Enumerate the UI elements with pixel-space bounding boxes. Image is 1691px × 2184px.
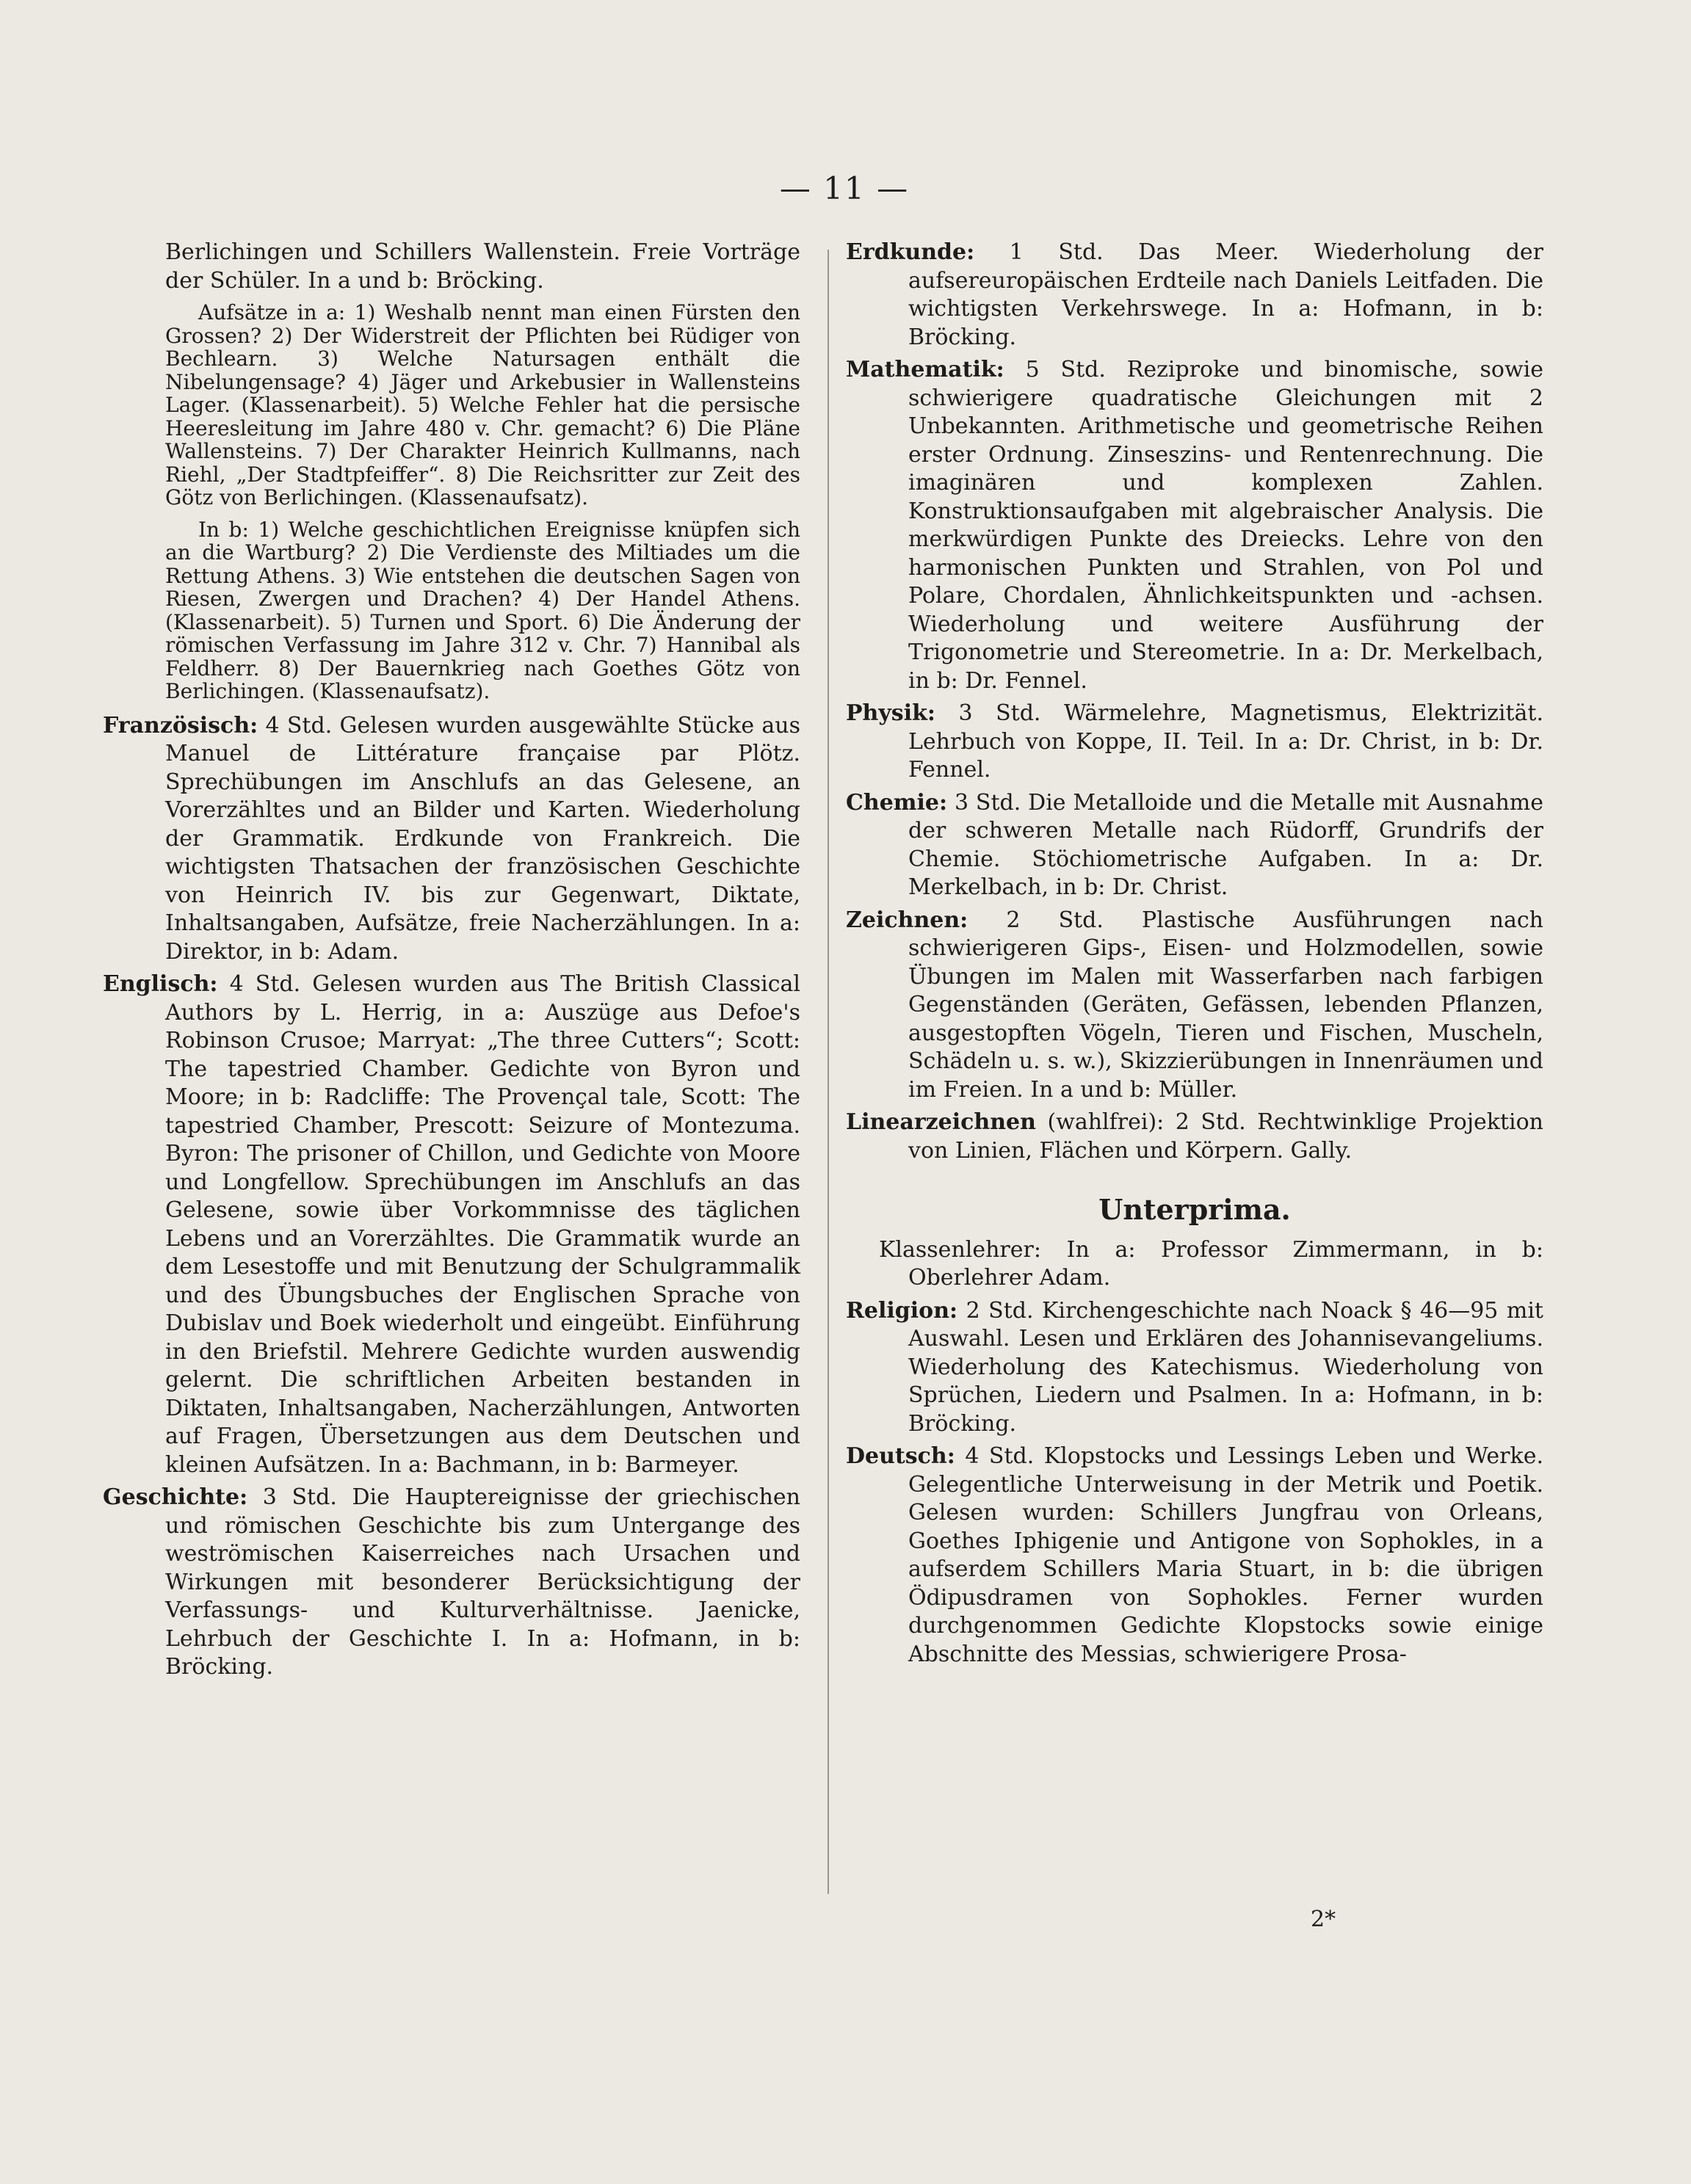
subject-label: Englisch: xyxy=(103,971,218,997)
subject-text: (wahlfrei): 2 Std. Rechtwinklige Projektion von Linien, Flächen und Körpern. Gally. xyxy=(908,1109,1543,1164)
class-teacher-line: Klassenlehrer: In a: Professor Zimmermann, in b: Oberlehrer Adam. xyxy=(879,1236,1543,1291)
subject-label: Geschichte: xyxy=(103,1484,248,1510)
subject-entry-mathematik xyxy=(846,356,1543,695)
subject-entry-erdkunde xyxy=(846,239,1543,352)
intro-paragraph: Berlichingen und Schillers Wallenstein. Freie Vorträge der Schüler. In a und b: Bröcking. xyxy=(165,239,800,294)
left-column xyxy=(103,239,800,1686)
subject-text: 2 Std. Kirchengeschichte nach Noack § 46—95 mit Auswahl. Lesen und Erklären des Johannisevangeliums. Wiederholung des Katechismus. Wiederholung von Sprüchen, Liedern und Psalmen. In a: Hofmann, in b: Bröcking. xyxy=(908,1297,1543,1437)
subject-label: Physik: xyxy=(846,700,935,726)
subject-entry-religion xyxy=(846,1297,1543,1439)
subject-text: 4 Std. Klopstocks und Lessings Leben und Werke. Gelegentliche Unterweisung in der Metrik und Poetik. Gelesen wurden: Schillers Jungfrau von Orleans, Goethes Iphigenie und Antigone von Sophokles, in a aufserdem Schillers Maria Stuart, in b: die übrigen Ödipusdramen von Sophokles. Ferner wurden durchgenommen Gedichte Klopstocks sowie einige Abschnitte des Messias, schwierigere Prosa- xyxy=(908,1443,1543,1667)
subject-entry-physik xyxy=(846,700,1543,785)
subject-entry-franzoesisch xyxy=(103,712,800,967)
subject-text: 2 Std. Plastische Ausführungen nach schwierigeren Gips-, Eisen- und Holzmodellen, sowie Übungen im Malen mit Wasserfarben nach farbigen Gegenständen (Geräten, Gefässen, lebenden Pflanzen, ausgestopften Vögeln, Tieren und Fischen, Muscheln, Schädeln u. s. w.), Skizzierübungen in Innenräumen und im Freien. In a und b: Müller. xyxy=(908,907,1543,1103)
subject-text: 1 Std. Das Meer. Wiederholung der aufsereuropäischen Erdteile nach Daniels Leitfaden. Die wichtigsten Verkehrswege. In a: Hofmann, in b: Bröcking. xyxy=(908,239,1543,350)
section-heading: Unterprima. xyxy=(1098,1193,1291,1226)
subject-entry-englisch xyxy=(103,971,800,1479)
signature-mark: 2* xyxy=(1311,1907,1336,1932)
subject-text: 3 Std. Die Metalloide und die Metalle mit Ausnahme der schweren Metalle nach Rüdorff, Grundrifs der Chemie. Stöchiometrische Aufgaben. In a: Dr. Merkelbach, in b: Dr. Christ. xyxy=(908,789,1543,900)
subject-text: 5 Std. Reziproke und binomische, sowie schwierigere quadratische Gleichungen mit 2 Unbekannten. Arithmetische und geometrische Reihen erster Ordnung. Zinseszins- und Rentenrechnung. Die imaginären und komplexen Zahlen. Konstruktionsaufgaben mit algebraischer Analysis. Die merkwürdigen Punkte des Dreiecks. Lehre von den harmonischen Punkten und Strahlen, von Pol und Polare, Chordalen, Ähnlichkeitspunkten und -achsen. Wiederholung und weitere Ausführung der Trigonometrie und Stereometrie. In a: Dr. Merkelbach, in b: Dr. Fennel. xyxy=(908,357,1543,694)
column-divider xyxy=(828,250,829,1894)
page-number: — 11 — xyxy=(779,170,910,206)
subject-label: Mathematik: xyxy=(846,357,1004,382)
subject-text: 4 Std. Gelesen wurden ausgewählte Stücke aus Manuel de Littérature française par Plötz. Sprechübungen im Anschlufs an das Gelesene, an Vorerzähltes und an Bilder und Karten. Wiederholung der Grammatik. Erdkunde von Frankreich. Die wichtigsten Thatsachen der französischen Geschichte von Heinrich IV. bis zur Gegenwart, Diktate, Inhaltsangaben, Aufsätze, freie Nacherzählungen. In a: Direktor, in b: Adam. xyxy=(165,712,800,965)
essay-topics-b: In b: 1) Welche geschichtlichen Ereignisse knüpfen sich an die Wartburg? 2) Die Verdienste des Miltiades um die Rettung Athens. 3) Wie entstehen die deutschen Sagen von Riesen, Zwergen und Drachen? 4) Der Handel Athens. (Klassenarbeit). 5) Turnen und Sport. 6) Die Änderung der römischen Verfassung im Jahre 312 v. Chr. 7) Hannibal als Feldherr. 8) Der Bauernkrieg nach Goethes Götz von Berlichingen. (Klassenaufsatz). xyxy=(165,517,800,703)
subject-label: Erdkunde: xyxy=(846,239,975,265)
essay-topics-a: Aufsätze in a: 1) Weshalb nennt man einen Fürsten den Grossen? 2) Der Widerstreit der Pflichten bei Rüdiger von Bechlearn. 3) Welche Natursagen enthält die Nibelungensage? 4) Jäger und Arkebusier in Wallensteins Lager. (Klassenarbeit). 5) Welche Fehler hat die persische Heeresleitung im Jahre 480 v. Chr. gemacht? 6) Die Pläne Wallensteins. 7) Der Charakter Heinrich Kullmanns, nach Riehl, „Der Stadtpfeiffer“. 8) Die Reichsritter zur Zeit des Götz von Berlichingen. (Klassenaufsatz). xyxy=(165,300,800,509)
subject-text: 4 Std. Gelesen wurden aus The British Classical Authors by L. Herrig, in a: Auszüge aus Defoe's Robinson Crusoe; Marryat: „The three Cutters“; Scott: The tapestried Chamber. Gedichte von Byron und Moore; in b: Radcliffe: The Provençal tale, Scott: The tapestried Chamber, Prescott: Seizure of Montezuma. Byron: The prisoner of Chillon, und Gedichte von Moore und Longfellow. Sprechübungen im Anschlufs an das Gelesene, sowie über Vorkommnisse des täglichen Lebens und an Vorerzähltes. Die Grammatik wurde an dem Lesestoffe und mit Benutzung der Schulgrammalik und des Übungsbuches der Englischen Sprache von Dubislav und Boek wiederholt und eingeübt. Einführung in den Briefstil. Mehrere Gedichte wurden auswendig gelernt. Die schriftlichen Arbeiten bestanden in Diktaten, Inhaltsangaben, Nacherzählungen, Antworten auf Fragen, Übersetzungen aus dem Deutschen und kleinen Aufsätzen. In a: Bachmann, in b: Barmeyer. xyxy=(165,971,801,1478)
subject-entry-chemie xyxy=(846,789,1543,902)
subject-label: Französisch: xyxy=(103,712,258,739)
subject-entry-deutsch xyxy=(846,1443,1543,1669)
subject-entry-zeichnen xyxy=(846,907,1543,1105)
right-column xyxy=(846,239,1543,1673)
subject-entry-geschichte xyxy=(103,1484,800,1682)
subject-text: 3 Std. Die Hauptereignisse der griechischen und römischen Geschichte bis zum Untergange des weströmischen Kaiserreiches nach Ursachen und Wirkungen mit besonderer Berücksichtigung der Verfassungs- und Kulturverhältnisse. Jaenicke, Lehrbuch der Geschichte I. In a: Hofmann, in b: Bröcking. xyxy=(165,1484,800,1680)
subject-label: Religion: xyxy=(846,1297,958,1324)
subject-label: Zeichnen: xyxy=(846,907,968,933)
subject-label: Deutsch: xyxy=(846,1443,955,1469)
subject-entry-linearzeichnen xyxy=(846,1109,1543,1165)
subject-text: 3 Std. Wärmelehre, Magnetismus, Elektrizität. Lehrbuch von Koppe, II. Teil. In a: Dr. Christ, in b: Dr. Fennel. xyxy=(908,700,1544,783)
subject-label: Linearzeichnen xyxy=(846,1109,1036,1135)
subject-label: Chemie: xyxy=(846,789,948,816)
